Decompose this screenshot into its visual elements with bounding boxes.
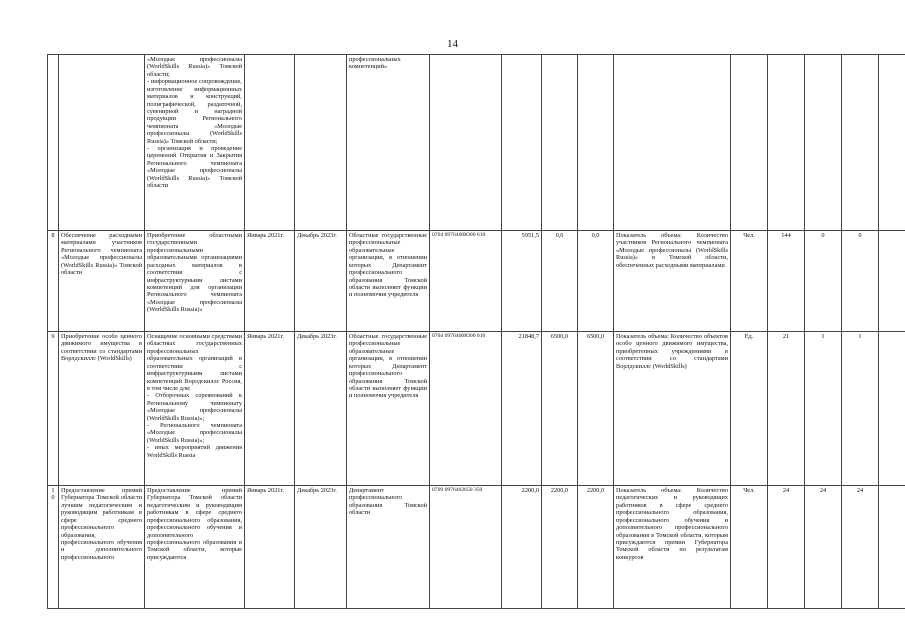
table-row (48, 231, 905, 332)
content-line: - Отборочных соревнований к Региональному чемпионату «Молодые профессионалы (WorldSkills Russia)»; (147, 392, 242, 422)
end-date (295, 55, 347, 231)
amount-2023: 0,0 (578, 231, 614, 332)
executor: Областные государственные профессиональные образовательные организации, в отношении которых Департамент профессионального образования Томской области выполняет функции и полномочия учредителя (347, 231, 430, 332)
content-line: - Регионального чемпионата «Молодые профессионалы (WorldSkills Russia)»; (147, 422, 242, 444)
table-row (48, 486, 905, 609)
empty-cell (879, 486, 905, 609)
row-number: 8 (48, 231, 59, 332)
budget-code: 0709 0976402650 350 (430, 486, 502, 609)
start-date: Январь 2021г. (245, 332, 295, 486)
event-name: Предоставление премий Губернатора Томской области лучшим педагогическим и руководящим работникам в сфере среднего профессионального образования, профессионального обучения и дополнительного профессионального (59, 486, 145, 609)
content-line: Оснащение основными средствами областных государственных профессиональных образовательных организаций в соответствии с инфраструктурными листами компетенций Ворлдскиллс Россия, в том числе для: (147, 333, 242, 392)
value-2023: 0 (842, 231, 879, 332)
unit: Ед. (731, 332, 768, 486)
value-2023: 1 (842, 332, 879, 486)
end-date: Декабрь 2023г. (295, 332, 347, 486)
amount-2022: 2200,0 (542, 486, 578, 609)
end-date: Декабрь 2023г. (295, 486, 347, 609)
amount-2021 (502, 55, 542, 231)
page-number: 14 (447, 38, 458, 50)
value-2022: 0 (805, 231, 842, 332)
event-name: Обеспечение расходными материалами участников Регионального чемпионата «Молодые профессионалы (WorldSkills Russia)» Томской области (59, 231, 145, 332)
program-table (47, 54, 905, 609)
amount-2022: 6500,0 (542, 332, 578, 486)
event-content (145, 55, 245, 231)
value-2021: 144 (768, 231, 805, 332)
indicator (614, 55, 731, 231)
row-number (48, 55, 59, 231)
event-content (145, 332, 245, 486)
unit (731, 55, 768, 231)
amount-2022 (542, 55, 578, 231)
executor: Областные государственные профессиональные образовательные организации, в отношении которых Департамент профессионального образования Томской области выполняет функции и полномочия учредителя (347, 332, 430, 486)
budget-code (430, 55, 502, 231)
executor: профессиональных компетенций» (347, 55, 430, 231)
value-2021 (768, 55, 805, 231)
value-2023 (842, 55, 879, 231)
event-name: Приобретение особо ценного движимого имущества в соответствии со стандартами Ворлдскиллс (WorldSkills) (59, 332, 145, 486)
row-number: 10 (48, 486, 59, 609)
amount-2021: 21848,7 (502, 332, 542, 486)
content-line: Приобретение областными государственными профессиональными образовательными организациями расходных материалов в соответствии с инфраструктурными листами компетенций для организации Регионального чемпионата «Молодые профессионалы (WorldSkills Russia)» (147, 232, 242, 314)
row-number: 9 (48, 332, 59, 486)
amount-2023: 6500,0 (578, 332, 614, 486)
content-line: Предоставление премий Губернатора Томской области педагогическим и руководящим работникам в сфере среднего профессионального образования, профессионального обучения и дополнительного профессионального образования в Томской области, которые присуждаются (147, 487, 242, 561)
unit: Чел. (731, 231, 768, 332)
amount-2021: 2200,0 (502, 486, 542, 609)
start-date: Январь 2021г. (245, 231, 295, 332)
start-date (245, 55, 295, 231)
executor: Департамент профессионального образования Томской области (347, 486, 430, 609)
amount-2023 (578, 55, 614, 231)
content-line: «Молодые профессионалы (WorldSkills Russia)» Томской области; (147, 56, 242, 78)
content-line: - информационное сопровождение, изготовление информационных материалов и конструкций, полиграфической, раздаточной, сувенирной и наградной продукции Регионального чемпионата «Молодые профессионалы (WorldSkills Russia)» Томской области; (147, 78, 242, 145)
amount-2023: 2200,0 (578, 486, 614, 609)
value-2022: 24 (805, 486, 842, 609)
budget-code: 0704 0976400Ю00 610 (430, 332, 502, 486)
amount-2022: 0,0 (542, 231, 578, 332)
unit: Чел. (731, 486, 768, 609)
empty-cell (879, 332, 905, 486)
value-2022: 1 (805, 332, 842, 486)
value-2023: 24 (842, 486, 879, 609)
indicator: Показатель объема: Количество педагогических и руководящих работников в сфере среднего профессионального образования, профессионального обучения и дополнительного профессионального образования в Томской области, которым присуждаются премии Губернатора Томской области по результатам конкурсов (614, 486, 731, 609)
amount-2021: 5951,5 (502, 231, 542, 332)
event-name (59, 55, 145, 231)
value-2021: 21 (768, 332, 805, 486)
empty-cell (879, 231, 905, 332)
content-line: - организация и проведение церемоний Открытия и Закрытия Регионального чемпионата «Молодые профессионалы (WorldSkills Russia)» Томской области (147, 145, 242, 190)
empty-cell (879, 55, 905, 231)
event-content (145, 231, 245, 332)
value-2021: 24 (768, 486, 805, 609)
indicator: Показатель объема: Количество участников Регионального чемпионата «Молодые профессионалы (WorldSkills Russia)» в Томской области, обеспеченных расходными материалами (614, 231, 731, 332)
content-line: - иных мероприятий движения WorldSkills Russia (147, 444, 242, 459)
end-date: Декабрь 2023г. (295, 231, 347, 332)
table-row (48, 332, 905, 486)
budget-code: 0704 0976400Ю00 610 (430, 231, 502, 332)
indicator: Показатель объема: Количество объектов особо ценного движимого имущества, приобретенных учреждениями в соответствии со стандартами Ворлдскиллс (WorldSkills) (614, 332, 731, 486)
start-date: Январь 2021г. (245, 486, 295, 609)
value-2022 (805, 55, 842, 231)
event-content (145, 486, 245, 609)
table-row (48, 55, 905, 231)
